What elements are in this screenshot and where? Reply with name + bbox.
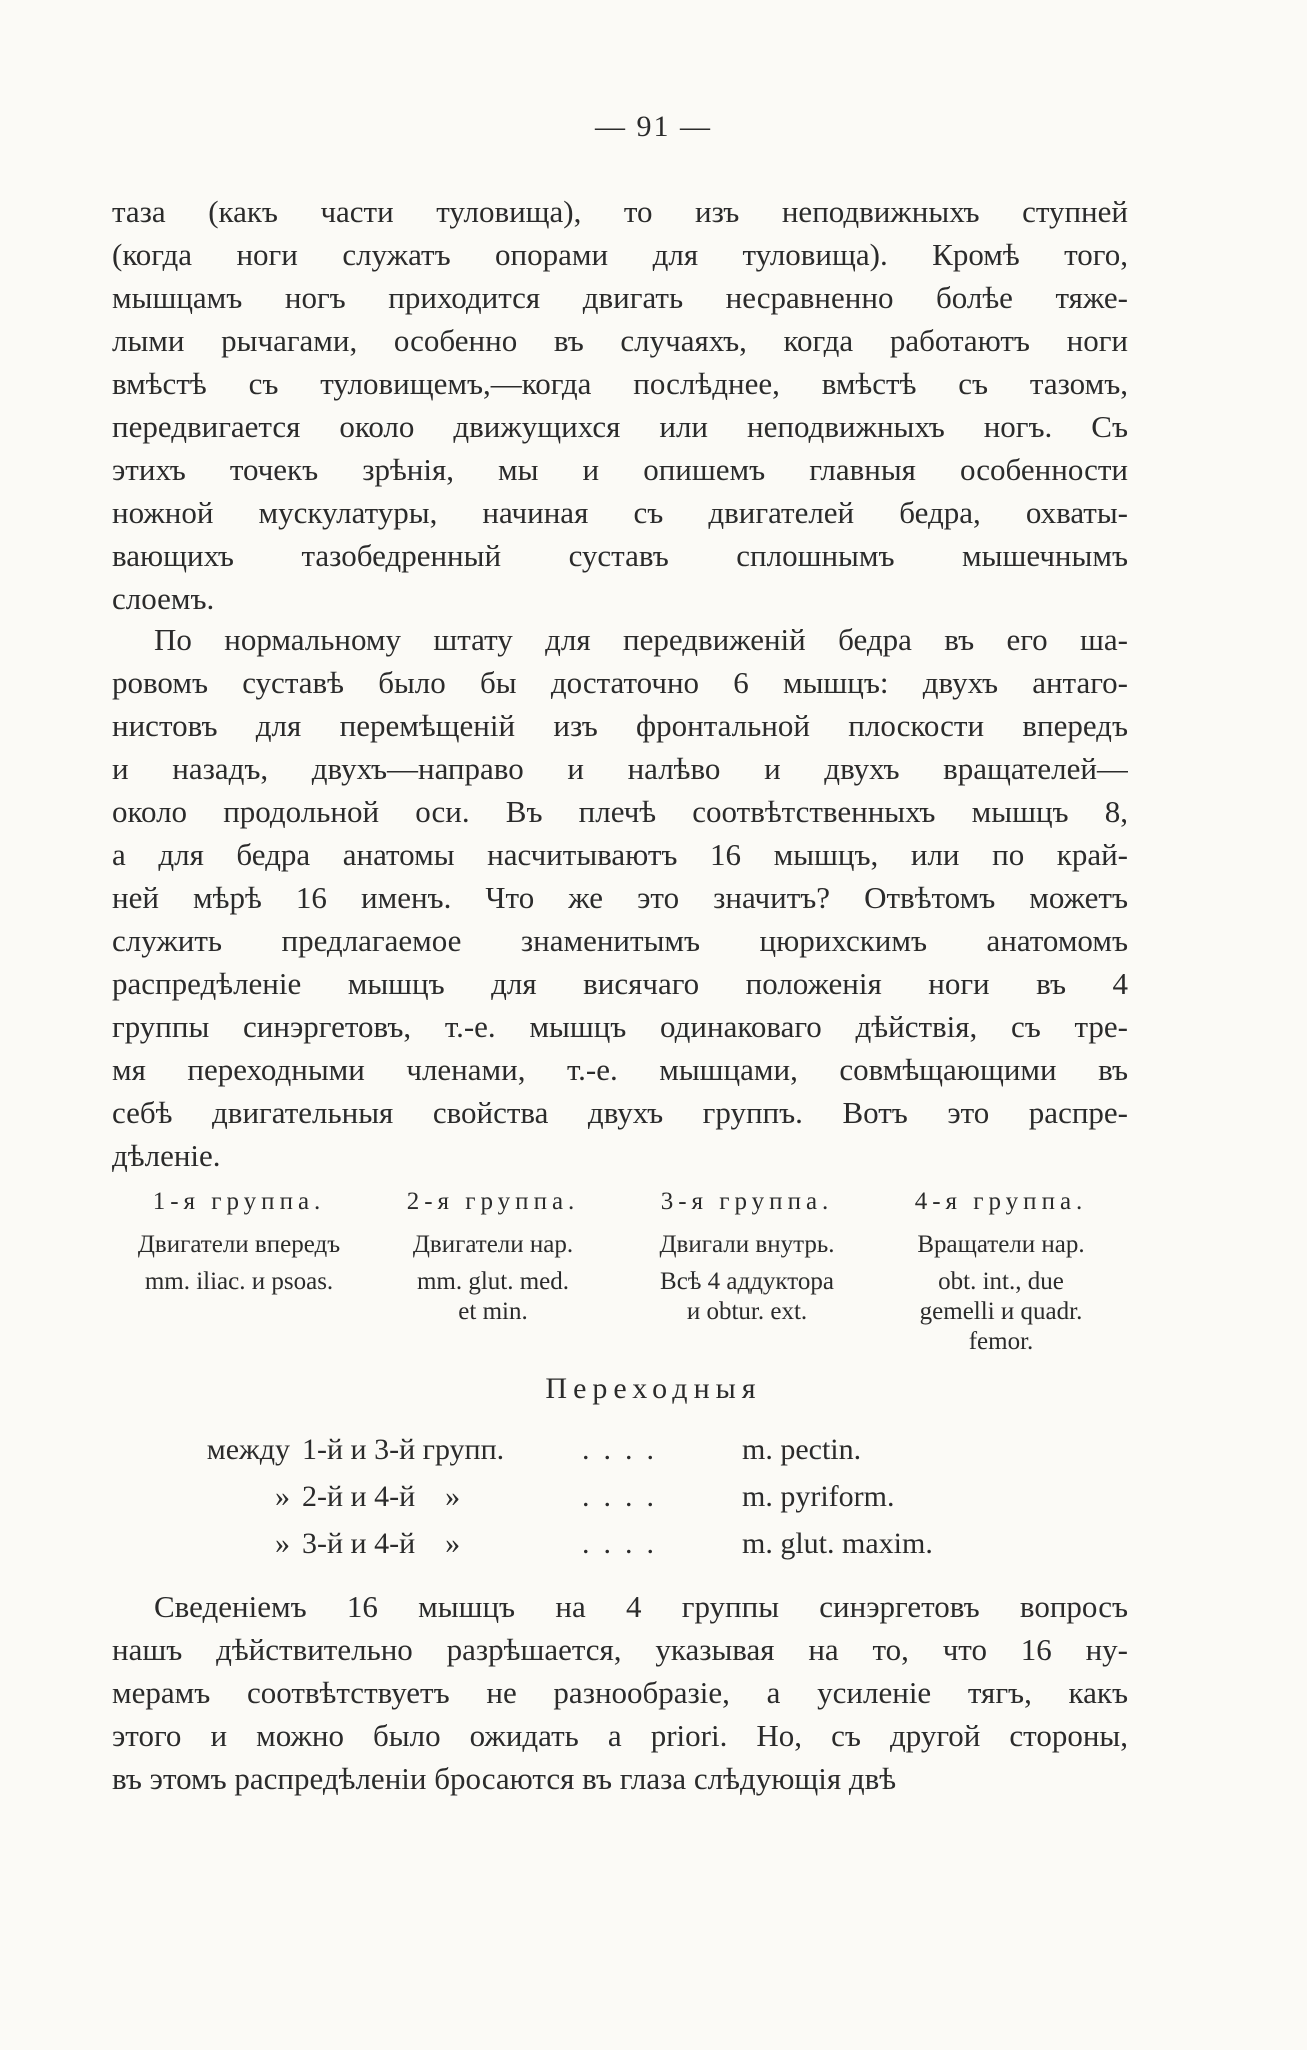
row-leader-dots: .... [582,1527,668,1560]
group-muscles [874,1267,1128,1357]
text-line: (когда ноги служатъ опорами для туловища). Кромѣ того, [112,237,1128,272]
text-line: вмѣстѣ съ туловищемъ,—когда послѣднее, вмѣстѣ съ тазомъ, [112,366,1128,401]
row-groups: 3-й и 4-й » [302,1527,461,1560]
group-title: 2-я группа. [406,1188,580,1215]
row-groups: 2-й и 4-й » [302,1480,461,1513]
text-line: нистовъ для перемѣщеній изъ фронтальной плоскости впередъ [112,708,1128,743]
text-line: ней мѣрѣ 16 именъ. Что же это значитъ? Отвѣтомъ можетъ [112,880,1128,915]
row-muscle: m. pectin. [742,1433,862,1466]
group-muscles [112,1267,366,1297]
text-line: нашъ дѣйствительно разрѣшается, указывая на то, что 16 ну- [112,1632,1128,1667]
group-muscles [620,1267,874,1327]
text-line: слоемъ. [112,581,215,616]
text-line: себѣ двигательныя свойства двухъ группъ. Вотъ это распре- [112,1095,1128,1130]
group-title: 1-я группа. [152,1188,326,1215]
group-action: Вращатели нар. [917,1231,1085,1258]
group-muscle-line: gemelli и quadr. [919,1298,1083,1325]
text-line: около продольной оси. Въ плечѣ соотвѣтственныхъ мышцъ 8, [112,794,1128,829]
text-line: дѣленіе. [112,1138,221,1173]
text-line: лыми рычагами, особенно въ случаяхъ, когда работаютъ ноги [112,323,1128,358]
transitional-heading: Переходныя [545,1372,762,1405]
paragraph-2 [112,618,1128,1177]
transitional-row [190,1473,1090,1520]
group-muscle-line: mm. glut. med. [416,1268,570,1295]
text-line: ровомъ суставѣ было бы достаточно 6 мышцъ: двухъ антаго- [112,665,1128,700]
group-column [366,1182,620,1357]
text-line: а для бедра анатомы насчитываютъ 16 мышцъ, или по край- [112,837,1128,872]
text-line: и назадъ, двухъ—направо и налѣво и двухъ вращателей— [112,751,1128,786]
row-leader-dots: .... [582,1480,668,1513]
text-line: группы синэргетовъ, т.-е. мышцъ одинаковаго дѣйствія, съ тре- [112,1009,1128,1044]
text-line: служить предлагаемое знаменитымъ цюрихскимъ анатомомъ [112,923,1128,958]
text-line: въ этомъ распредѣленіи бросаются въ глаза слѣдующія двѣ [112,1761,897,1796]
group-title: 3-я группа. [660,1188,834,1215]
group-muscle-line: femor. [968,1328,1034,1355]
text-line: этого и можно было ожидать a priori. Но, съ другой стороны, [112,1718,1128,1753]
group-column [620,1182,874,1357]
group-muscle-line: Всѣ 4 аддуктора [660,1268,834,1295]
text-line: таза (какъ части туловища), то изъ неподвижныхъ ступней [112,194,1128,229]
muscle-groups-table [112,1182,1128,1357]
group-column [874,1182,1128,1357]
row-prefix: » [275,1527,290,1560]
row-prefix: » [275,1480,290,1513]
text-line: мерамъ соотвѣтствуетъ не разнообразіе, а усиленіе тягъ, какъ [112,1675,1128,1710]
paragraph-1 [112,190,1128,620]
row-prefix: между [206,1433,290,1466]
row-groups: 1-й и 3-й групп. [302,1433,505,1466]
text-line: распредѣленіе мышцъ для висячаго положенія ноги въ 4 [112,966,1128,1001]
group-column [112,1182,366,1357]
text-line: По нормальному штату для передвиженій бедра въ его ша- [154,622,1128,657]
transitional-table [190,1426,1090,1567]
text-line: мя переходными членами, т.-е. мышцами, совмѣщающими въ [112,1052,1128,1087]
row-muscle: m. pyriform. [742,1480,895,1513]
paragraph-3 [112,1585,1128,1800]
group-muscle-line: obt. int., due [938,1268,1064,1295]
text-line: вающихъ тазобедренный суставъ сплошнымъ мышечнымъ [112,538,1128,573]
transitional-row [190,1426,1090,1473]
page-number: — 91 — [595,110,712,143]
row-leader-dots: .... [582,1433,668,1466]
group-action: Двигатели нар. [412,1231,574,1258]
row-muscle: m. glut. maxim. [742,1527,933,1560]
text-line: передвигается около движущихся или неподвижныхъ ногъ. Съ [112,409,1128,444]
group-title: 4-я группа. [914,1188,1088,1215]
group-action: Двигали внутрь. [659,1231,835,1258]
text-line: этихъ точекъ зрѣнія, мы и опишемъ главныя особенности [112,452,1128,487]
group-muscle-line: и obtur. ext. [686,1298,808,1325]
group-muscle-line: mm. iliac. и psoas. [144,1268,334,1295]
text-line: мышцамъ ногъ приходится двигать несравненно болѣе тяже- [112,280,1128,315]
group-action: Двигатели впередъ [137,1231,341,1258]
text-line: Сведеніемъ 16 мышцъ на 4 группы синэргетовъ вопросъ [154,1589,1128,1624]
transitional-row [190,1520,1090,1567]
group-muscles [366,1267,620,1327]
text-line: ножной мускулатуры, начиная съ двигателей бедра, охваты- [112,495,1128,530]
group-muscle-line: et min. [458,1298,528,1325]
